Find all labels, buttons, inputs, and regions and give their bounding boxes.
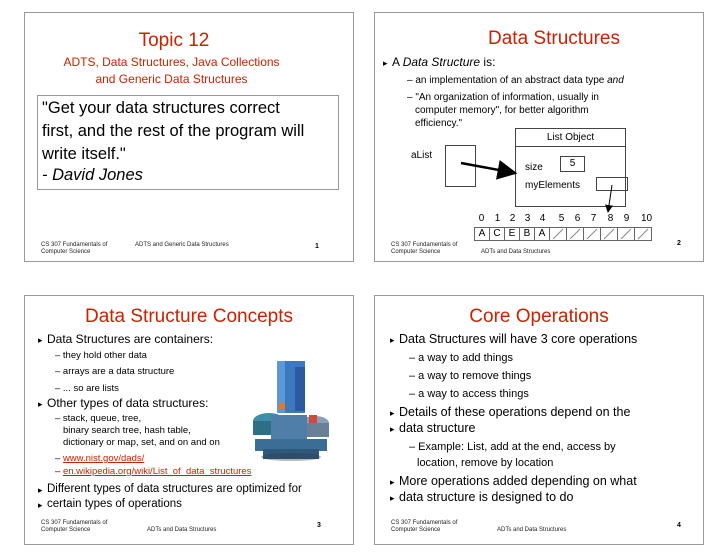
footer-line: CS 307 Fundamentals of	[391, 520, 458, 526]
slide-subtitle: ADTS, Data Structures, Java Collections	[63, 55, 280, 69]
array-index: 0	[478, 213, 485, 224]
bullet-emphasis: Data Structure	[402, 55, 481, 69]
array-index: 2	[509, 213, 516, 224]
array-index: 10	[640, 213, 653, 224]
size-value-box: 5	[560, 156, 585, 172]
data-structures-illustration	[249, 359, 333, 462]
sub-bullet: binary search tree, hash table,	[63, 425, 191, 436]
nist-dads-link[interactable]: www.nist.gov/dads/	[62, 453, 145, 464]
array-cell: A	[534, 227, 550, 241]
bullet: ▸ Other types of data structures:	[47, 396, 208, 410]
footer-topic: ADTs and Data Structures	[497, 527, 567, 533]
array-cell: A	[474, 227, 490, 241]
sub-bullet: dictionary or map, set, and on and on	[63, 437, 220, 448]
sub-text: –	[55, 453, 63, 464]
slide-subtitle: and Generic Data Structures	[95, 72, 248, 86]
sub-bullet: – arrays are a data structure	[55, 366, 175, 377]
sub-bullet: – a way to add things	[409, 352, 513, 364]
quote-line: first, and the rest of the program will	[42, 122, 305, 140]
array-index: 8	[607, 213, 614, 224]
bullet-continuation: ▸ certain types of operations	[47, 497, 182, 511]
array-index: 6	[574, 213, 581, 224]
bullet-text: is:	[480, 55, 496, 69]
sub-bullet	[55, 466, 251, 478]
footer-line: CS 307 Fundamentals of	[41, 520, 108, 526]
elements-arrow	[608, 185, 612, 212]
sub-emphasis: and	[607, 75, 624, 86]
array-cell-null	[583, 227, 601, 241]
footer-course	[391, 520, 457, 534]
slide-4	[374, 295, 704, 545]
array-index: 4	[539, 213, 546, 224]
bullet: ▸ Data Structures are containers:	[47, 332, 213, 346]
footer-line: Computer Science	[391, 527, 441, 533]
sub-bullet: – stack, queue, tree,	[55, 413, 142, 424]
alist-label: aList	[411, 150, 433, 161]
page-number: 2	[677, 240, 681, 247]
sub-bullet: – Example: List, add at the end, access by	[409, 441, 616, 453]
list-object-label: List Object	[546, 132, 595, 143]
footer-topic: ADTs and Data Structures	[481, 249, 551, 255]
bullet: ▸ Different types of data structures are optimized for	[47, 482, 302, 496]
size-label: size	[525, 162, 543, 173]
footer-line: Computer Science	[41, 249, 91, 255]
sub-text: – an implementation of an abstract data type	[407, 75, 608, 86]
footer-line: CS 307 Fundamentals of	[41, 242, 108, 248]
array-index: 9	[623, 213, 630, 224]
array-cell: B	[519, 227, 535, 241]
sub-bullet: efficiency."	[415, 118, 463, 129]
slide-title: Topic 12	[138, 30, 210, 51]
bullet: ▸ More operations added depending on what	[399, 474, 637, 488]
sub-bullet: – they hold other data	[55, 350, 147, 361]
alist-arrow	[461, 163, 515, 173]
slide-2	[374, 12, 704, 262]
sub-bullet	[55, 453, 144, 465]
bullet: ▸ Details of these operations depend on the	[399, 405, 630, 419]
array-cell-null	[549, 227, 567, 241]
bullet-continuation: ▸ data structure is designed to do	[399, 490, 573, 504]
footer-line: CS 307 Fundamentals of	[391, 242, 458, 248]
array-cell-null	[600, 227, 618, 241]
footer-topic: ADTs and Data Structures	[147, 527, 217, 533]
page-number: 1	[315, 243, 319, 250]
sub-bullet: – ... so are lists	[55, 383, 119, 394]
quote-author: - David Jones	[42, 166, 143, 184]
slide-title: Data Structure Concepts	[84, 306, 294, 327]
sub-bullet: – "An organization of information, usually in	[407, 92, 599, 103]
sub-bullet: location, remove by location	[417, 457, 554, 469]
footer-line: Computer Science	[41, 527, 91, 533]
footer-topic: ADTS and Generic Data Structures	[135, 242, 229, 248]
sub-bullet: computer memory", for better algorithm	[415, 105, 589, 116]
my-elements-label: myElements	[525, 180, 581, 191]
slide-1	[24, 12, 354, 262]
slide-title: Core Operations	[469, 306, 609, 327]
slide-3	[24, 295, 354, 545]
footer-course	[41, 242, 107, 256]
array-cell-null	[634, 227, 652, 241]
page-number: 3	[317, 522, 321, 529]
array-cell-null	[566, 227, 584, 241]
slide-title: Data Structures	[488, 28, 620, 49]
sub-text: –	[55, 466, 63, 477]
array-cell: E	[504, 227, 520, 241]
reference-arrows	[375, 13, 705, 263]
array-index: 7	[590, 213, 597, 224]
bullet-text: A	[392, 55, 403, 69]
sub-bullet: – a way to remove things	[409, 370, 532, 382]
footer-course	[41, 520, 107, 534]
footer-course	[391, 242, 457, 256]
quote-line: write itself."	[42, 145, 126, 163]
page-number: 4	[677, 522, 681, 529]
bullet: ▸ Data Structures will have 3 core operations	[399, 332, 637, 346]
array-cell: C	[489, 227, 505, 241]
bullet-continuation: ▸ data structure	[399, 421, 475, 435]
quote-box	[37, 95, 339, 190]
sub-bullet: – a way to access things	[409, 388, 529, 400]
array-index: 1	[494, 213, 501, 224]
footer-line: Computer Science	[391, 249, 441, 255]
array-index: 5	[558, 213, 565, 224]
array-index: 3	[524, 213, 531, 224]
quote-line: "Get your data structures correct	[42, 99, 280, 117]
array-cell-null	[617, 227, 635, 241]
wikipedia-link[interactable]: en.wikipedia.org/wiki/List_of_data_structures	[62, 466, 252, 477]
